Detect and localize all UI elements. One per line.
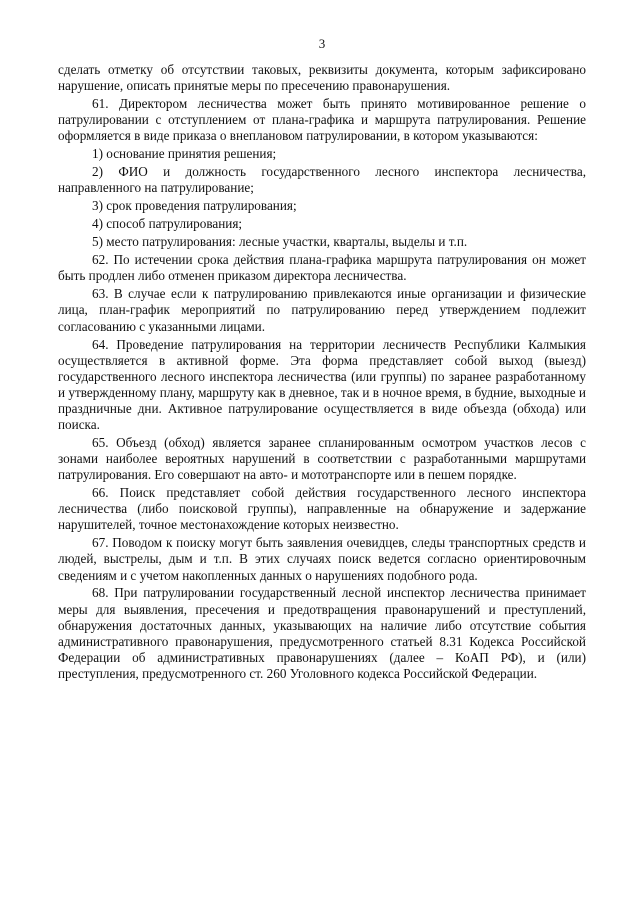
list-item-3: 3) срок проведения патрулирования; xyxy=(92,198,297,214)
paragraph-65: 65. Объезд (обход) является заранее спланированным осмотром участков лесов с зонами наиболее вероятных нарушений в соответствии с разработанными маршрутами патрулирования. Его совершают на авто- и мототранспорте или в пешем порядке. xyxy=(58,434,586,483)
paragraph-67: 67. Поводом к поиску могут быть заявления очевидцев, следы транспортных средств и людей, выстрелы, дым и т.п. В этих случаях поиск ведется согласно ориентировочным сведениям и с учетом накопленных данных о нарушениях подобного рода. xyxy=(58,535,586,583)
page-number: 3 xyxy=(318,36,326,51)
paragraph-66: 66. Поиск представляет собой действия государственного лесного инспектора лесничества (либо поисковой группы), направленные на обнаружение и задержание нарушителей, точное местонахождение которых неизвестно. xyxy=(58,485,586,533)
paragraph-62: 62. По истечении срока действия плана-графика маршрута патрулирования он может быть продлен либо отменен приказом директора лесничества. xyxy=(58,252,586,284)
paragraph-continuation: сделать отметку об отсутствии таковых, реквизиты документа, которым зафиксировано нарушение, описать принятые меры по пресечению правонарушения. xyxy=(58,62,586,94)
list-item-2: 2) ФИО и должность государственного лесного инспектора лесничества, направленного на патрулирование; xyxy=(58,164,586,196)
list-item-4: 4) способ патрулирования; xyxy=(92,216,243,232)
paragraph-63: 63. В случае если к патрулированию привлекаются иные организации и физические лица, план-график мероприятий по патрулированию перед утверждением подлежит согласованию с указанными лицами. xyxy=(58,286,586,334)
paragraph-68: 68. При патрулировании государственный лесной инспектор лесничества принимает меры для выявления, пресечения и предотвращения правонарушений и преступлений, обнаружения достаточных данных, указывающих на наличие либо отсутствие события административного правонарушения, предусмотренного статьей 8.31 Кодекса Российской Федерации об административных правонарушениях (далее – КоАП РФ), и (или) преступления, предусмотренного ст. 260 Уголовного кодекса Российской Федерации. xyxy=(58,585,586,681)
list-item-5: 5) место патрулирования: лесные участки, кварталы, выделы и т.п. xyxy=(92,234,468,250)
list-item-1: 1) основание принятия решения; xyxy=(92,146,277,162)
paragraph-64: 64. Проведение патрулирования на территории лесничеств Республики Калмыкия осуществляется в активной форме. Эта форма представляет собой выход (выезд) государственного лесного инспектора лесничества (или группы) по заранее разработанному и утвержденному плану, маршруту как в дневное, так и в ночное время, в будние, выходные и праздничные дни. Активное патрулирование осуществляется в виде объезда (обхода) или поиска. xyxy=(58,336,586,432)
paragraph-61: 61. Директором лесничества может быть принято мотивированное решение о патрулировании с отступлением от плана-графика и маршрута патрулирования. Решение оформляется в виде приказа о внеплановом патрулировании, в котором указываются: xyxy=(58,96,586,144)
